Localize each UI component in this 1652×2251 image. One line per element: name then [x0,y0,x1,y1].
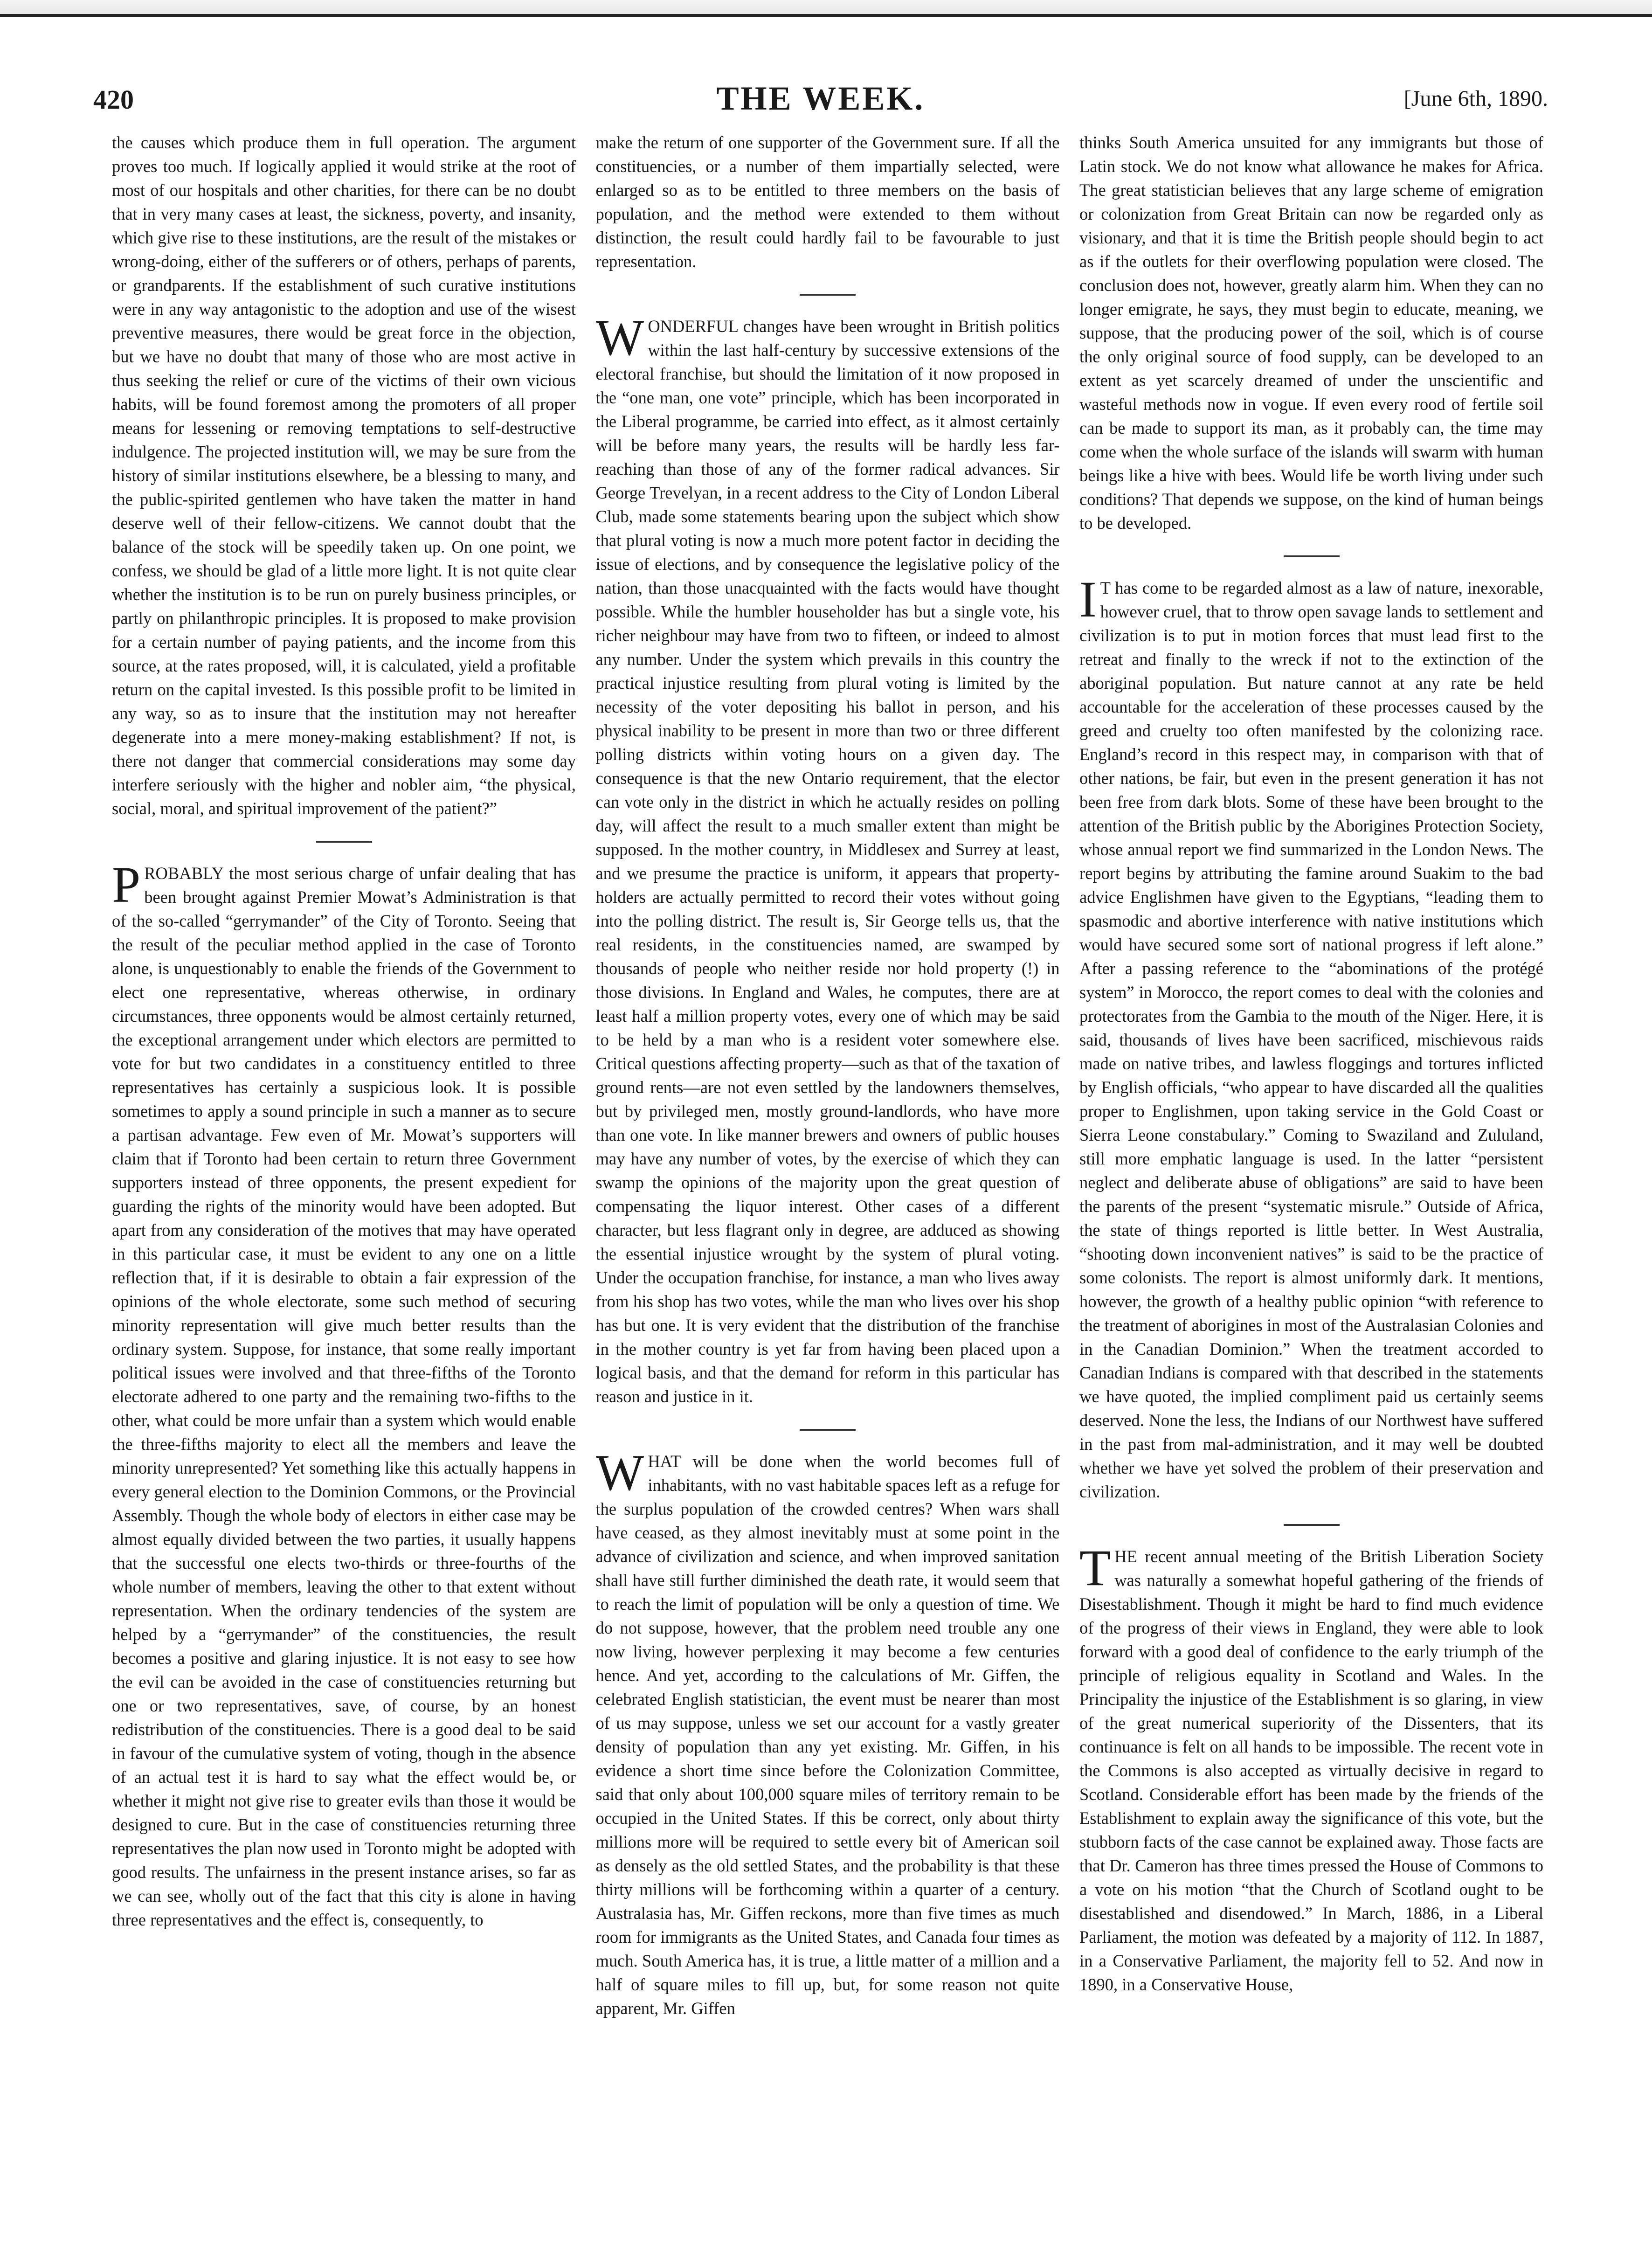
paragraph [595,309,1060,1408]
issue-date: [June 6th, 1890. [1403,86,1548,111]
article-columns [112,131,1543,2210]
drop-cap: W [595,309,644,366]
paragraph [595,1444,1060,2020]
column-2 [596,131,1060,2210]
section-divider [800,294,856,296]
paragraph-text: T has come to be regarded almost as a law of nature, inexorable, however cruel, that to throw open savage lands to settlement and civilization is to put in motion forces that must lead first to the retreat and finally to the wreck if not to the extinction of the aboriginal population. But nature cannot at any rate be held accountable for the acceleration of these processes caused by the greed and cruelty too often manifested by the colonizing race. England’s record in this respect may, in comparison with that of other nations, be fair, but even in the present generation it has not been free from dark blots. Some of these have been brought to the attention of the British public by the Aborigines Protection Society, whose annual report we find summarized in the London News. The report begins by attributing the famine around Suakim to the bad advice Englishmen have given to the Egyptians, “leading them to spasmodic and abortive interference with native institutions which would have secured some sort of national progress if left alone.” After a passing reference to the “abominations of the protégé system” in Morocco, the report comes to deal with the colonies and protectorates from the Gambia to the mouth of the Niger. Here, it is said, thousands of lives have been sacrificed, mischievous raids made on native tribes, and lawless floggings and tortures inflicted by English officials, “who appear to have discarded all the qualities proper to Englishmen, upon taking service in the Gold Coast or Sierra Leone constabulary.” Coming to Swaziland and Zululand, still more emphatic language is used. In the latter “persistent neglect and deliberate abuse of obligations” are said to have been the parents of the present “systematic misrule.” Outside of Africa, the state of things reported is little better. In West Australia, “shooting down inconvenient natives” is said to be the practice of some colonists. The report is almost uniformly dark. It mentions, however, the growth of a healthy public opinion “with reference to the treatment of aborigines in most of the Australasian Colonies and in the Canadian Dominion.” When the treatment accorded to Canadian Indians is compared with that described in the statements we have quoted, the implied compliment paid us certainly seems deserved. None the less, the Indians of our Northwest have suffered in the past from mal-administration, and it may well be doubted whether we have yet solved the problem of their preservation and civilization. [1079,578,1543,1501]
paragraph [1079,1539,1543,1996]
journal-title: THE WEEK. [716,80,925,117]
page-header [93,79,1548,117]
section-divider [1284,1524,1340,1526]
paragraph: the causes which produce them in full operation. The argument proves too much. If logically applied it would strike at the root of most of our hospitals and other charities, for there can be no doubt that in very many cases at least, the sickness, poverty, and insanity, which give rise to these institutions, are the result of the mistakes or wrong-doing, either of the sufferers or of others, perhaps of parents, or grandparents. If the establishment of such curative institutions were in any way antagonistic to the adoption and use of the wisest preventive measures, there would be great force in the objection, but we have no doubt that many of those who are most active in thus seeking the relief or cure of the victims of their own vicious habits, will be found foremost among the promoters of all proper means for lessening or removing temptations to self-destructive indulgence. The projected institution will, we may be sure from the history of similar institutions elsewhere, be a blessing to many, and the public-spirited gentlemen who have taken the matter in hand deserve well of their fellow-citizens. We cannot doubt that the balance of the stock will be speedily taken up. On one point, we confess, we should be glad of a little more light. It is not quite clear whether the institution is to be run on purely business principles, or partly on philanthropic principles. It is proposed to make provision for a certain number of paying patients, and the income from this source, at the rates proposed, will, it is calculated, yield a profitable return on the capital invested. Is this possible profit to be limited in any way, so as to insure that the institution may not hereafter degenerate into a mere money-making establishment? If not, is there not danger that commercial considerations may some day interfere seriously with the higher and nobler aim, “the physical, social, moral, and spiritual improvement of the patient?” [112,133,576,818]
drop-cap: I [1079,571,1097,628]
section-divider [1284,555,1340,557]
column-3 [1079,131,1543,2210]
paragraph: make the return of one supporter of the Government sure. If all the constituencies, or a number of them impartially selected, were enlarged so as to be entitled to three members on the basis of population, and the method were extended to them without distinction, the result could hardly fail to be favourable to just representation. [595,133,1060,271]
paragraph [1079,571,1543,1503]
page-number: 420 [93,84,134,115]
paragraph-text: HE recent annual meeting of the British Liberation Society was naturally a somewhat hopeful gathering of the friends of Disestablishment. Though it might be hard to find much evidence of the progress of their views in England, they were able to look forward with a good deal of confidence to the early triumph of the principle of religious equality in Scotland and Wales. In the Principality the injustice of the Establishment is so glaring, in view of the great numerical superiority of the Dissenters, that its continuance is felt on all hands to be impossible. The recent vote in the Commons is also accepted as virtually decisive in regard to Scotland. Considerable effort has been made by the friends of the Establishment to explain away the significance of this vote, but the stubborn facts of the case cannot be explained away. Those facts are that Dr. Cameron has three times pressed the House of Commons to a vote on his motion “that the Church of Scotland ought to be disestablished and disendowed.” In March, 1886, in a Liberal Parliament, the motion was defeated by a majority of 112. In 1887, in a Conservative Parliament, the majority fell to 52. And now in 1890, in a Conservative House, [1079,1547,1543,1994]
drop-cap: W [595,1444,644,1501]
drop-cap: P [112,856,141,913]
drop-cap: T [1079,1539,1111,1596]
section-divider [316,841,372,843]
section-divider [800,1429,856,1431]
paragraph-text: HAT will be done when the world becomes full of inhabitants, with no vast habitable spaces left as a refuge for the surplus population of the crowded centres? When wars shall have ceased, as they almost inevitably must at some point in the advance of civilization and science, and when improved sanitation shall have still further diminished the death rate, it would seem that to reach the limit of population will be only a question of time. We do not suppose, however, that the problem need trouble any one now living, however perplexing it may become a few centuries hence. And yet, according to the calculations of Mr. Giffen, the celebrated English statistician, the event must be nearer than most of us may suppose, unless we set our account for a vastly greater density of population than any yet existing. Mr. Giffen, in his evidence a short time since before the Colonization Committee, said that only about 100,000 square miles of territory remain to be occupied in the United States. If this be correct, only about thirty millions more will be required to settle every bit of American soil as densely as the old settled States, and the probability is that these thirty millions will be forthcoming within a quarter of a century. Australasia has, Mr. Giffen reckons, more than five times as much room for immigrants as the United States, and Canada four times as much. South America has, it is true, a little matter of a million and a half of square miles to fill up, but, for some reason not quite apparent, Mr. Giffen [595,1452,1060,2018]
paragraph-text: ROBABLY the most serious charge of unfair dealing that has been brought against Premier Mowat’s Administration is that of the so-called “gerrymander” of the City of Toronto. Seeing that the result of the peculiar method applied in the case of Toronto alone, is unquestionably to enable the friends of the Government to elect one representative, whereas otherwise, in ordinary circumstances, three opponents would be almost certainly returned, the exceptional arrangement under which electors are permitted to vote for but two candidates in a constituency entitled to three representatives has certainly a suspicious look. It is possible sometimes to apply a sound principle in such a manner as to secure a partisan advantage. Few even of Mr. Mowat’s supporters will claim that if Toronto had been certain to return three Government supporters instead of three opponents, the present expedient for guarding the rights of the minority would have been adopted. But apart from any consideration of the motives that may have operated in this particular case, it must be evident to any one on a little reflection that, if it is desirable to obtain a fair expression of the opinions of the whole electorate, some such method of securing minority representation will give much better results than the ordinary system. Suppose, for instance, that some really important political issues were involved and that three-fifths of the Toronto electorate adhered to one party and the remaining two-fifths to the other, what could be more unfair than a system which would enable the three-fifths majority to elect all the members and leave the minority unrepresented? Yet something like this actually happens in every general election to the Dominion Commons, or the Provincial Assembly. Though the whole body of electors in either case may be almost equally divided between the two parties, it usually happens that the successful one elects two-thirds or three-fourths of the whole number of members, leaving the other to that extent without representation. When the ordinary tendencies of the system are helped by a “gerrymander” of the constituencies, the result becomes a positive and glaring injustice. It is not easy to see how the evil can be avoided in the case of constituencies returning but one or two representatives, save, of course, by an honest redistribution of the constituencies. There is a good deal to be said in favour of the cumulative system of voting, though in the absence of an actual test it is hard to say what the effect would be, or whether it might not give rise to greater evils than those it would be designed to cure. But in the case of constituencies returning three representatives the plan now used in Toronto might be adopted with good results. The unfairness in the present instance arises, so far as we can see, wholly out of the fact that this city is alone in having three representatives and the effect is, consequently, to [112,864,576,1929]
paragraph [112,856,576,1932]
paragraph: thinks South America unsuited for any immigrants but those of Latin stock. We do not know what allowance he makes for Africa. The great statistician believes that any large scheme of emigration or colonization from Great Britain can now be regarded only as visionary, and that it is time the British people should begin to act as if the outlets for their overflowing population were closed. The conclusion does not, however, greatly alarm him. When they can no longer emigrate, he says, they must begin to educate, meaning, we suppose, that the producing power of the soil, which is of course the only original source of food supply, can be developed to an extent as yet scarcely dreamed of under the unscientific and wasteful methods now in vogue. If even every rood of fertile soil can be made to support its man, as it probably can, the time may come when the whole surface of the islands will swarm with human beings like a hive with bees. Would life be worth living under such conditions? That depends we suppose, on the kind of human beings to be developed. [1079,133,1543,533]
column-1 [112,131,576,2210]
paragraph-text: ONDERFUL changes have been wrought in British politics within the last half-century by successive extensions of the electoral franchise, but should the limitation of it now proposed in the “one man, one vote” principle, which has been incorporated in the Liberal programme, be carried into effect, as it almost certainly will be before many years, the results will be hardly less far-reaching than those of any of the former radical advances. Sir George Trevelyan, in a recent address to the City of London Liberal Club, made some statements bearing upon the subject which show that plural voting is now a much more potent factor in deciding the issue of elections, and by consequence the legislative policy of the nation, than those unacquainted with the facts would have thought possible. While the humbler householder has but a single vote, his richer neighbour may have from two to fifteen, or indeed to almost any number. Under the system which prevails in this country the practical injustice resulting from plural voting is limited by the necessity of the voter depositing his ballot in person, and his physical inability to be present in more than two or three different polling districts within voting hours on a given day. The consequence is that the new Ontario requirement, that the elector can vote only in the district in which he actually resides on polling day, will affect the result to a much smaller extent than might be supposed. In the mother country, in Middlesex and Surrey at least, and we presume the practice is uniform, it appears that property-holders are actually permitted to record their votes without going into the polling district. The result is, Sir George tells us, that the real residents, in the constituencies named, are swamped by thousands of people who neither reside nor hold property (!) in those divisions. In England and Wales, he computes, there are at least half a million property votes, every one of which may be said to be held by a man who is a resident voter somewhere else. Critical questions affecting property—such as that of the taxation of ground rents—are not even settled by the landowners themselves, but by privileged men, mostly ground-landlords, who have more than one vote. In like manner brewers and owners of public houses may have any number of votes, by the exercise of which they can swamp the opinions of the majority upon the great question of compensating the liquor interest. Other cases of a different character, but less flagrant only in degree, are adduced as showing the essential injustice wrought by the system of plural voting. Under the occupation franchise, for instance, a man who lives away from his shop has two votes, while the man who lives over his shop has but one. It is very evident that the distribution of the franchise in the mother country is yet far from having been placed upon a logical basis, and that the demand for reform in this particular has reason and justice in it. [595,317,1060,1406]
page-top-rule [0,0,1652,17]
